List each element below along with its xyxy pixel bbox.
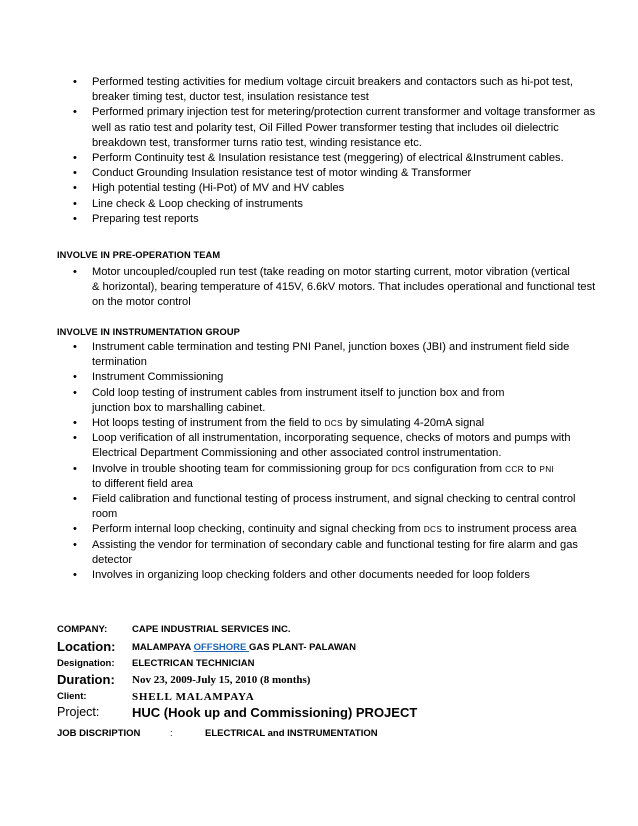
list-item: • Perform Continuity test & Insulation resistance test (meggering) of electrical &Instrument cables. <box>73 152 564 165</box>
dcs-abbr: DCS <box>391 463 411 474</box>
list-item: • Field calibration and functional testing of process instrument, and signal checking to central control room <box>73 493 576 521</box>
project-label: Project: <box>57 705 100 719</box>
list-item: • Performed primary injection test for metering/protection current transformer and voltage transformer as well as ratio test and polarity test, Oil Filled Power transformer testing that includes oil dielectric breakdown test, transformer turns ratio test, winding resistance etc. <box>73 106 596 149</box>
offshore-link[interactable]: OFFSHORE <box>193 642 250 653</box>
pni-abbr: PNI <box>539 463 555 474</box>
pre-operation-list <box>0 265 638 311</box>
project-value: HUC (Hook up and Commissioning) PROJECT <box>132 705 418 720</box>
dcs-abbr: DCS <box>324 418 343 429</box>
list-item: • Perform internal loop checking, continuity and signal checking from DCS to instrument process area <box>73 523 577 536</box>
list-item: • Line check & Loop checking of instruments <box>73 197 303 210</box>
testing-activities-list <box>0 75 638 227</box>
list-item: • Cold loop testing of instrument cables from instrument itself to junction box and from junction box to marshalling cabinet. <box>73 386 505 414</box>
client-value: SHELL MALAMPAYA <box>132 691 255 703</box>
list-item: • Loop verification of all instrumentation, incorporating sequence, checks of motors and pumps with Electrical Department Commissioning and other associated control instrumentation. <box>73 432 571 460</box>
pre-operation-heading: INVOLVE IN PRE-OPERATION TEAM <box>57 250 221 260</box>
list-item: • Conduct Grounding Insulation resistance test of motor winding & Transformer <box>73 167 472 180</box>
list-item: • Instrument cable termination and testing PNI Panel, junction boxes (JBI) and instrument field side termination <box>73 341 570 369</box>
company-label: COMPANY: <box>57 624 108 635</box>
duration-value: Nov 23, 2009-July 15, 2010 (8 months) <box>132 674 311 686</box>
client-label: Client: <box>57 691 87 702</box>
instrumentation-heading: INVOLVE IN INSTRUMENTATION GROUP <box>57 327 240 337</box>
list-item: • Assisting the vendor for termination of secondary cable and functional testing for fire alarm and gas detector <box>73 538 578 566</box>
list-item: • Motor uncoupled/coupled run test (take reading on motor starting current, motor vibration (vertical & horizontal), bearing temperature of 415V, 6.6kV motors. That includes operational and functional test on the motor control <box>73 266 596 309</box>
list-item: • Performed testing activities for medium voltage circuit breakers and contactors such as hi-pot test, breaker timing test, ductor test, insulation resistance test <box>73 76 573 104</box>
location-value: MALAMPAYA <box>132 642 194 653</box>
list-item: • Instrument Commissioning <box>73 371 224 384</box>
job-description-colon: : <box>170 728 173 739</box>
job-info: COMPANY: CAPE INDUSTRIAL SERVICES INC. Location: MALAMPAYA OFFSHORE GAS PLANT- PALAWAN Designation: ELECTRICAN TECHNICIAN Duration: Nov 23, 2009-July 15, 2010 (8 months) Client: SHELL MALAMPAYA Project: HUC (Hook up and Commissioning) PROJECT <box>57 624 418 720</box>
job-description-value: ELECTRICAL and INSTRUMENTATION <box>205 728 378 739</box>
designation-value: ELECTRICAN TECHNICIAN <box>132 658 255 669</box>
location-label: Location: <box>57 639 116 654</box>
list-item: • Involves in organizing loop checking folders and other documents needed for loop folders <box>73 569 530 582</box>
list-item: • Hot loops testing of instrument from the field to DCS by simulating 4-20mA signal <box>73 417 485 430</box>
dcs-abbr: DCS <box>423 524 443 535</box>
list-item: • High potential testing (Hi-Pot) of MV and HV cables <box>73 182 345 195</box>
company-value: CAPE INDUSTRIAL SERVICES INC. <box>132 624 291 635</box>
ccr-abbr: CCR <box>505 463 524 474</box>
duration-label: Duration: <box>57 672 115 687</box>
list-item: • Involve in trouble shooting team for commissioning group for DCS configuration from CCR to PNI to different field area <box>73 462 555 490</box>
list-item: • Preparing test reports <box>73 212 199 225</box>
designation-label: Designation: <box>57 658 115 669</box>
instrumentation-list <box>0 340 638 583</box>
job-description-label: JOB DISCRIPTION <box>57 728 141 739</box>
